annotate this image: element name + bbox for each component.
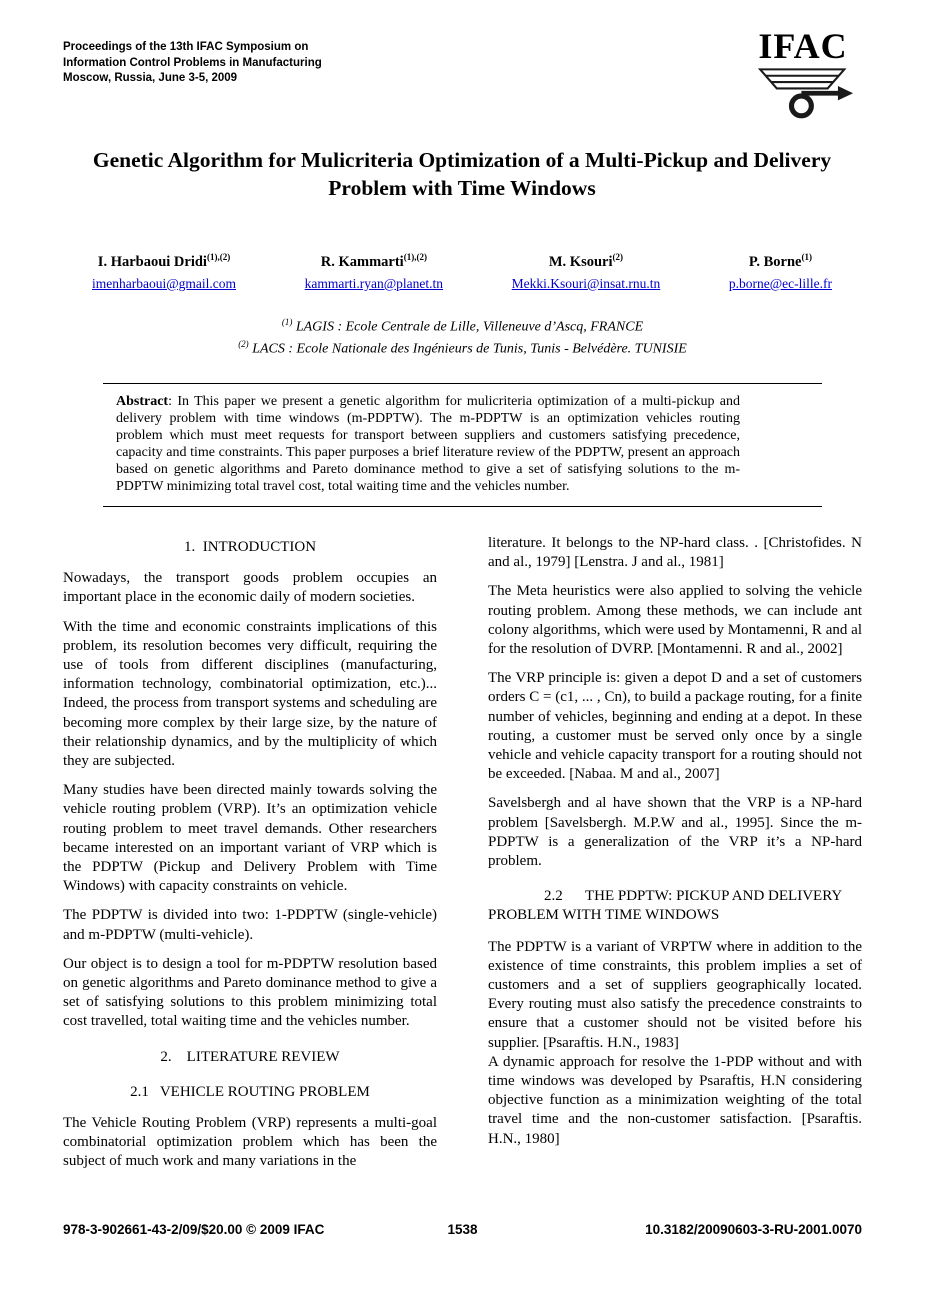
author-affiliation-sup: (2) bbox=[612, 252, 624, 262]
author-1-name bbox=[92, 252, 236, 271]
affiliation-2-sup: (2) bbox=[238, 339, 249, 350]
left-column bbox=[63, 534, 437, 1182]
affiliations bbox=[63, 316, 862, 361]
vrp-paragraph-continued: literature. It belongs to the NP-hard class. . [Christofides. N and al., 1979] [Lenstra. J and al., 1981] bbox=[488, 535, 862, 571]
author-2-name bbox=[305, 252, 443, 271]
affiliation-1-text: LAGIS : Ecole Centrale de Lille, Villeneuve d’Ascq, FRANCE bbox=[295, 319, 644, 335]
intro-paragraph-1: Nowadays, the transport goods problem occupies an important place in the economic daily of modern societies. bbox=[63, 570, 437, 606]
ifac-emblem-icon bbox=[750, 67, 856, 121]
paper-title: Genetic Algorithm for Mulicriteria Optimization of a Multi-Pickup and Delivery Problem with Time Windows bbox=[92, 148, 832, 201]
vrp-paragraph-1: The Vehicle Routing Problem (VRP) represents a multi-goal combinatorial optimization problem which has been the subject of much work and many variations in the bbox=[63, 1115, 437, 1170]
subsection-heading-vrp: 2.1 VEHICLE ROUTING PROBLEM bbox=[130, 1083, 370, 1100]
abstract-block bbox=[103, 383, 822, 507]
proceedings-line-2: Information Control Problems in Manufacturing bbox=[63, 56, 322, 69]
author-3-name bbox=[512, 252, 661, 271]
right-column bbox=[488, 534, 862, 1182]
intro-paragraph-5: Our object is to design a tool for m-PDPTW resolution based on genetic algorithms and Pareto dominance method to give a set of satisfying solutions to this problem minimizing total cost travelled, total waiting time and the vehicles number. bbox=[63, 955, 437, 1030]
section-heading-literature-review: 2. LITERATURE REVIEW bbox=[160, 1048, 340, 1065]
ifac-logo-text: IFAC bbox=[758, 26, 848, 66]
affiliation-1 bbox=[63, 316, 862, 338]
vrp-principle-paragraph: The VRP principle is: given a depot D and a set of customers orders C = (c1, ... , Cn), to build a package routing, for a finite number of vehicles, beginning and ending at a depot. In these routing, a customer must be served only once by a single vehicle and vehicle capacity transport for a routing should not be exceeded. [Nabaa. M and al., 2007] bbox=[488, 670, 862, 783]
metaheuristics-paragraph: The Meta heuristics were also applied to solving the vehicle routing problem. Among these methods, we can include ant colony algorithms, which were used by Montamenni, R and al for the resolution of DVRP. [Montamenni. R and al., 2002] bbox=[488, 583, 862, 658]
author-3 bbox=[512, 252, 661, 293]
author-name-text: P. Borne bbox=[748, 253, 802, 270]
authors-row bbox=[92, 252, 832, 293]
page-footer bbox=[63, 1222, 862, 1237]
proceedings-info bbox=[63, 40, 322, 87]
pdptw-paragraph-2: A dynamic approach for resolve the 1-PDP without and with time windows was developed by Psaraftis, H.N considering objective function as a minimization weighting of the total travel time and the non-customer satisfaction. [Psaraftis. H.N., 1980] bbox=[488, 1053, 862, 1147]
author-3-email-link[interactable]: Mekki.Ksouri@insat.rnu.tn bbox=[511, 275, 661, 291]
author-2-email-link[interactable]: kammarti.ryan@planet.tn bbox=[304, 275, 444, 291]
proceedings-line-1: Proceedings of the 13th IFAC Symposium on bbox=[63, 41, 309, 53]
page-header bbox=[63, 26, 867, 121]
abstract-paragraph bbox=[116, 393, 740, 495]
intro-paragraph-2: With the time and economic constraints implications of this problem, its resolution becomes very difficult, requiring the use of tools from different disciplines (manufacturing, information technology, combinatorial optimization, etc.)... Indeed, the process from transport systems and scheduling are becoming more complex by their large size, by the nature of their relationship dynamics, and by the multiplicity of which they are subjected. bbox=[63, 618, 437, 770]
author-4-email-link[interactable]: p.borne@ec-lille.fr bbox=[728, 275, 832, 291]
author-name-text: R. Kammarti bbox=[320, 253, 404, 270]
author-2 bbox=[305, 252, 443, 293]
proceedings-line-3: Moscow, Russia, June 3-5, 2009 bbox=[63, 72, 238, 85]
page-number: 1538 bbox=[447, 1222, 478, 1237]
section-heading-introduction: 1. INTRODUCTION bbox=[183, 539, 317, 555]
intro-paragraph-4: The PDPTW is divided into two: 1-PDPTW (single-vehicle) and m-PDPTW (multi-vehicle). bbox=[63, 907, 437, 943]
affiliation-1-sup: (1) bbox=[281, 317, 293, 327]
intro-paragraph-3: Many studies have been directed mainly towards solving the vehicle routing problem (VRP). It’s an optimization vehicle routing problem to meet travel demands. Other researchers became interested on an important variant of VRP which is the PDPTW (Pickup and Delivery Problem with Time Windows) with capacity constraints on vehicle. bbox=[63, 782, 437, 895]
body-columns bbox=[63, 534, 862, 1182]
author-1 bbox=[92, 252, 236, 293]
author-affiliation-sup: (1),(2) bbox=[403, 252, 427, 262]
author-4 bbox=[729, 252, 832, 293]
author-affiliation-sup: (1) bbox=[801, 252, 812, 262]
abstract-text: : In This paper we present a genetic algorithm for mulicriteria optimization of a multi-pickup and delivery problem with time windows (m-PDPTW). The m-PDPTW is an optimization vehicles routing problem which must meet requests for transport between suppliers and customers satisfying precedence, capacity and time constraints. This paper purposes a brief literature review of the PDPTW, present an approach based on genetic algorithms and Pareto dominance method to give a set of satisfying solutions to the m-PDPTW minimizing total travel cost, total waiting time and the vehicles number. bbox=[116, 394, 740, 494]
author-4-name bbox=[729, 252, 832, 271]
pdptw-paragraph-1: The PDPTW is a variant of VRPTW where in addition to the existence of time constraints, this problem implies a set of customers and a set of suppliers geographically located. Every routing must also satisfy the precedence constraints to ensure that a customer should not be visited before his supplier. [Psaraftis. H.N., 1983] bbox=[488, 938, 862, 1051]
isbn-copyright: 978-3-902661-43-2/09/$20.00 © 2009 IFAC bbox=[63, 1222, 325, 1237]
author-1-email-link[interactable]: imenharbaoui@gmail.com bbox=[92, 275, 237, 291]
np-hard-paragraph: Savelsbergh and al have shown that the VRP is a NP-hard problem [Savelsbergh. M.P.W and al., 1995]. Since the m-PDPTW is a generalization of the VRP it’s a NP-hard problem. bbox=[488, 795, 862, 870]
doi: 10.3182/20090603-3-RU-2001.0070 bbox=[645, 1222, 862, 1237]
subsection-heading-pdptw: 2.2 THE PDPTW: PICKUP AND DELIVERY PROBLEM WITH TIME WINDOWS bbox=[488, 888, 846, 924]
author-name-text: I. Harbaoui Dridi bbox=[97, 253, 207, 270]
affiliation-2 bbox=[63, 338, 862, 360]
affiliation-2-text: LACS : Ecole Nationale des Ingénieurs de Tunis, Tunis - Belvédère. TUNISIE bbox=[252, 342, 687, 357]
abstract-label: Abstract bbox=[116, 394, 169, 409]
ifac-logo bbox=[739, 28, 867, 121]
author-name-text: M. Ksouri bbox=[548, 253, 613, 270]
author-affiliation-sup: (1),(2) bbox=[206, 252, 231, 262]
